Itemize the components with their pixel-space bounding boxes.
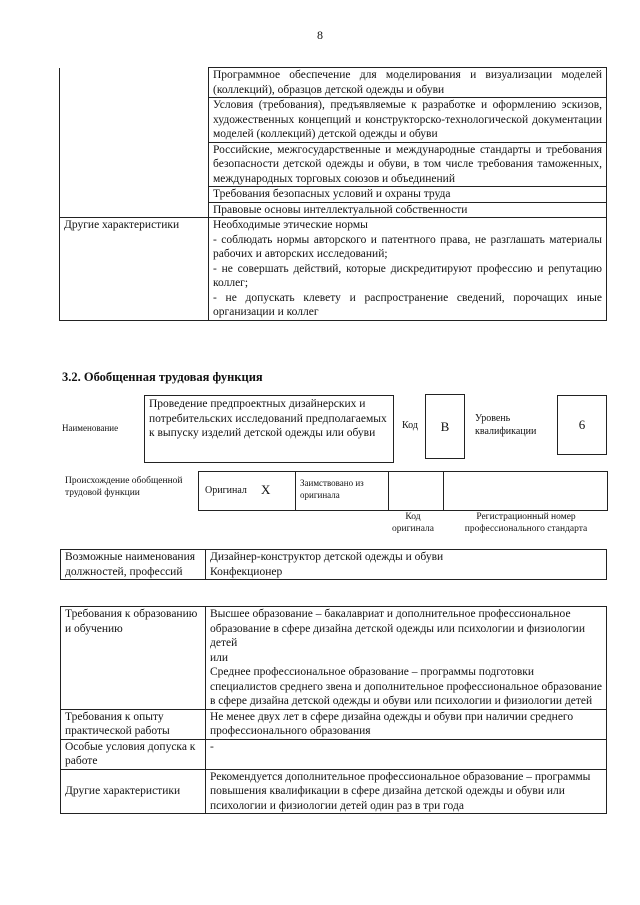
other-characteristics-label: Другие характеристики xyxy=(60,218,209,321)
table-row xyxy=(61,550,607,580)
table-cell: Российские, межгосударственные и международные стандарты и требования безопасности детской одежды и обуви, в том числе требования таможенных, международных торговых союзов и объединений xyxy=(209,142,607,187)
other-characteristics-cell: Рекомендуется дополнительное профессиональное образование – программы повышения квалификации в сфере дизайна детской одежды и обуви или психологии и физиологии детей один раз в три года xyxy=(206,769,607,814)
positions-label: Возможные наименования должностей, профессий xyxy=(61,550,206,580)
education-line: Высшее образование – бакалавриат и дополнительное профессиональное образование в сфере дизайна детской одежды или психологии и физиологии детей xyxy=(210,608,585,649)
code-original-caption: Код оригинала xyxy=(392,512,434,534)
other-characteristics-label: Другие характеристики xyxy=(61,769,206,814)
borrowed-cell xyxy=(296,472,389,510)
education-line: или xyxy=(210,651,229,664)
borrowed-label: Заимствовано из оригинала xyxy=(300,478,364,500)
table-row xyxy=(61,769,607,814)
education-label: Требования к образованию и обучению xyxy=(61,607,206,710)
ethics-cell xyxy=(209,218,607,321)
table-cell: Программное обеспечение для моделирования и визуализации моделей (коллекций), образцов детской одежды и обуви xyxy=(209,68,607,98)
function-name-value: Проведение предпроектных дизайнерских и потребительских исследований предполагаемых к выпуску изделий детской одежды или обуви xyxy=(144,395,394,463)
table-row xyxy=(61,709,607,739)
experience-cell: Не менее двух лет в сфере дизайна одежды и обуви при наличии среднего профессионального образования xyxy=(206,709,607,739)
table-cell: Условия (требования), предъявляемые к разработке и оформлению эскизов, художественных концепций и конструкторско-технологической документации моделей (коллекций) детской одежды и обуви xyxy=(209,98,607,143)
code-value: B xyxy=(425,394,465,459)
original-label: Оригинал xyxy=(205,485,247,496)
ethics-line: - не допускать клевету и распространение сведений, порочащих иные организации и коллег xyxy=(213,291,602,318)
table-cell: Правовые основы интеллектуальной собственности xyxy=(209,202,607,218)
special-conditions-label: Особые условия допуска к работе xyxy=(61,739,206,769)
special-conditions-cell: - xyxy=(206,739,607,769)
positions-cell xyxy=(206,550,607,580)
name-label: Наименование xyxy=(62,423,119,433)
origin-row xyxy=(198,471,608,511)
experience-label: Требования к опыту практической работы xyxy=(61,709,206,739)
ethics-line: Необходимые этические нормы xyxy=(213,219,368,231)
education-line: Среднее профессиональное образование – программы подготовки специалистов среднего звена и дополнительное профессиональное образование в сфере дизайна детской одежды и обуви или психологии и физиологии детей xyxy=(210,666,602,707)
table-row xyxy=(61,739,607,769)
page-number: 8 xyxy=(317,28,323,42)
ethics-line: - соблюдать нормы авторского и патентного права, не разглашать материалы рабочих и авторских исследований; xyxy=(213,233,602,260)
table-row xyxy=(61,607,607,710)
requirements-table xyxy=(60,606,607,814)
knowledge-table xyxy=(59,67,607,321)
education-cell xyxy=(206,607,607,710)
origin-label: Происхождение обобщенной трудовой функции xyxy=(65,476,183,498)
reg-number-caption: Регистрационный номер профессионального стандарта xyxy=(464,512,588,534)
level-label: Уровень квалификации xyxy=(475,413,537,437)
code-label: Код xyxy=(402,420,418,431)
ethics-line: - не совершать действий, которые дискредитируют профессию и репутацию коллег; xyxy=(213,262,602,289)
table-label-cell xyxy=(60,68,209,218)
level-value: 6 xyxy=(557,395,607,455)
position-item: Дизайнер-конструктор детской одежды и обуви xyxy=(210,551,444,563)
position-item: Конфекционер xyxy=(210,565,283,578)
table-row xyxy=(60,68,607,98)
section-heading: 3.2. Обобщенная трудовая функция xyxy=(62,370,263,384)
original-mark: X xyxy=(261,482,271,497)
table-cell: Требования безопасных условий и охраны труда xyxy=(209,187,607,203)
positions-table xyxy=(60,549,607,580)
original-cell xyxy=(199,472,296,510)
table-row xyxy=(60,218,607,321)
code-original-cell xyxy=(389,472,444,510)
